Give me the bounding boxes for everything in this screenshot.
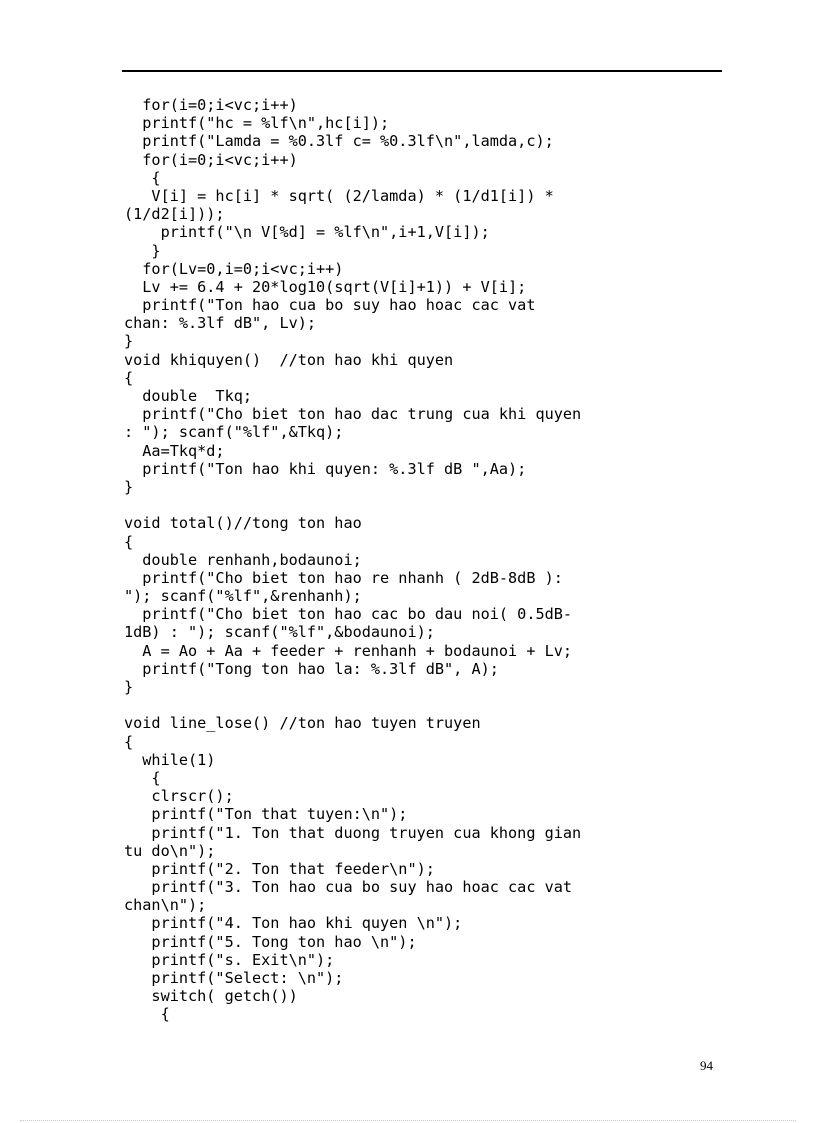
code-listing — [124, 96, 724, 1024]
code-line: : "); scanf("%lf",&Tkq); — [124, 423, 344, 442]
code-line: clrscr(); — [124, 787, 234, 806]
code-line: Lv += 6.4 + 20*log10(sqrt(V[i]+1)) + V[i]; — [124, 277, 527, 296]
code-line: Aa=Tkq*d; — [124, 441, 225, 460]
code-line: } — [124, 477, 134, 496]
code-line: printf("5. Tong ton hao \n"); — [124, 932, 417, 951]
code-line: } — [124, 678, 134, 696]
code-line: V[i] = hc[i] * sqrt( (2/lamda) * (1/d1[i]) * — [124, 186, 554, 205]
code-line: switch( getch()) — [124, 987, 298, 1006]
code-line: for(Lv=0,i=0;i<vc;i++) — [124, 259, 344, 278]
code-line: printf("Ton hao cua bo suy hao hoac cac vat — [124, 296, 536, 315]
page-number: 94 — [700, 1058, 713, 1073]
code-line: } — [124, 332, 134, 351]
code-line: printf("Lamda = %0.3lf c= %0.3lf\n",lamda,c); — [124, 132, 554, 151]
code-line: printf("Tong ton hao la: %.3lf dB", A); — [124, 659, 499, 678]
code-line: (1/d2[i])); — [124, 205, 225, 224]
code-line: double renhanh,bodaunoi; — [124, 550, 362, 569]
code-line: printf("Cho biet ton hao dac trung cua khi quyen — [124, 405, 582, 424]
code-line: { — [124, 768, 161, 787]
code-line: printf("3. Ton hao cua bo suy hao hoac cac vat — [124, 878, 573, 897]
code-line: printf("2. Ton that feeder\n"); — [124, 859, 435, 878]
footer-divider — [20, 1120, 796, 1121]
code-line: chan: %.3lf dB", Lv); — [124, 314, 317, 333]
code-line: printf("Cho biet ton hao cac bo dau noi( 0.5dB- — [124, 605, 573, 624]
code-line: printf("Ton hao khi quyen: %.3lf dB ",Aa); — [124, 459, 527, 478]
code-line: } — [124, 241, 161, 260]
code-line: { — [124, 168, 161, 187]
code-line: double Tkq; — [124, 387, 253, 405]
code-line: 1dB) : "); scanf("%lf",&bodaunoi); — [124, 623, 435, 642]
code-line: void total()//tong ton hao — [124, 514, 362, 533]
code-line: while(1) — [124, 750, 216, 769]
code-line: printf("s. Exit\n"); — [124, 950, 335, 969]
code-line: chan\n"); — [124, 896, 207, 915]
code-line: printf("hc = %lf\n",hc[i]); — [124, 114, 390, 133]
code-line: printf("\n V[%d] = %lf\n",i+1,V[i]); — [124, 223, 490, 242]
code-line: printf("Select: \n"); — [124, 969, 344, 987]
code-line: { — [124, 532, 134, 551]
code-line: A = Ao + Aa + feeder + renhanh + bodaunoi + Lv; — [124, 641, 573, 660]
code-line: printf("Cho biet ton hao re nhanh ( 2dB-8dB ): — [124, 568, 563, 587]
header-rule — [122, 70, 722, 72]
code-line: for(i=0;i<vc;i++) — [124, 96, 298, 114]
code-line: for(i=0;i<vc;i++) — [124, 150, 298, 169]
code-line: "); scanf("%lf",&renhanh); — [124, 587, 362, 606]
code-line: tu do\n"); — [124, 841, 216, 860]
code-line: void khiquyen() //ton hao khi quyen — [124, 350, 454, 369]
code-line: printf("Ton that tuyen:\n"); — [124, 805, 408, 824]
code-line: void line_lose() //ton hao tuyen truyen — [124, 714, 481, 733]
code-line — [124, 696, 724, 714]
code-line — [124, 496, 724, 514]
code-line: { — [124, 368, 134, 387]
code-line: printf("4. Ton hao khi quyen \n"); — [124, 914, 463, 933]
code-line: { — [124, 1005, 170, 1024]
code-line: printf("1. Ton that duong truyen cua khong gian — [124, 823, 582, 842]
code-line: { — [124, 732, 134, 751]
